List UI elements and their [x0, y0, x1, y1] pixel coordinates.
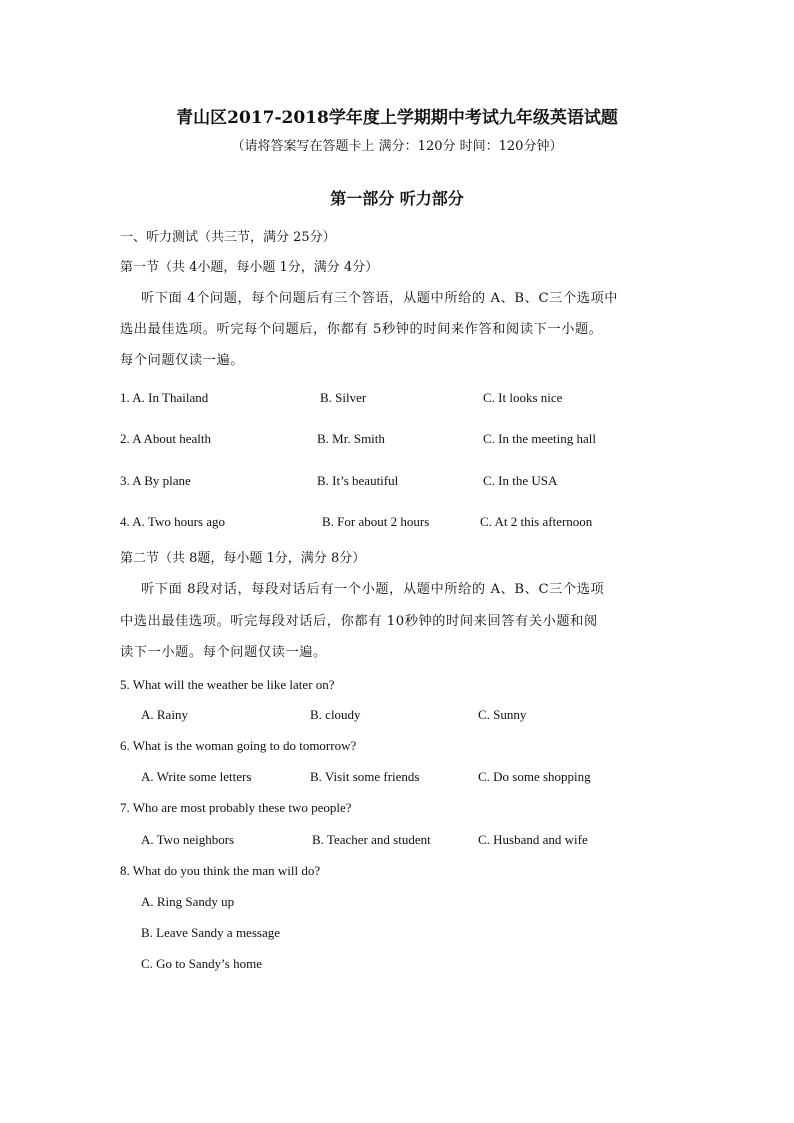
question-4-option-b: B. For about 2 hours [322, 514, 430, 529]
question-1-option-c: C. It looks nice [483, 390, 563, 405]
question-6-option-c: C. Do some shopping [478, 769, 591, 784]
question-5-option-a: A. Rainy [141, 707, 188, 722]
question-5-option-c: C. Sunny [478, 707, 527, 722]
section1-header: 第一节（共 4小题，每小题 1分，满分 4分） [120, 260, 379, 275]
question-8-stem: 8. What do you think the man will do? [120, 863, 321, 878]
section1-instruction-line: 选出最佳选项。听完每个问题后，你都有 5秒钟的时间来作答和阅读下一小题。 [120, 322, 603, 337]
question-7-option-a: A. Two neighbors [141, 832, 235, 847]
part1-heading: 第一部分 听力部分 [330, 189, 464, 208]
section2-header: 第二节（共 8题，每小题 1分，满分 8分） [120, 551, 366, 566]
question-3-option-b: B. It’s beautiful [317, 473, 399, 488]
question-7-option-b: B. Teacher and student [312, 832, 431, 847]
question-7-stem: 7. Who are most probably these two people? [120, 800, 352, 815]
question-5-option-b: B. cloudy [310, 707, 361, 722]
question-1-option-a: 1. A. In Thailand [120, 390, 209, 405]
question-8-option-c: C. Go to Sandy’s home [141, 956, 262, 971]
question-3-option-a: 3. A By plane [120, 473, 191, 488]
question-7-option-c: C. Husband and wife [478, 832, 588, 847]
question-2-option-b: B. Mr. Smith [317, 431, 385, 446]
question-5-stem: 5. What will the weather be like later on? [120, 677, 335, 692]
question-8-option-b: B. Leave Sandy a message [141, 925, 280, 940]
question-3-option-c: C. In the USA [483, 473, 558, 488]
section1-instruction-line: 听下面 4个问题，每个问题后有三个答语，从题中所给的 A、B、C三个选项中 [141, 291, 619, 306]
section2-instruction-line: 中选出最佳选项。听完每段对话后，你都有 10秒钟的时间来回答有关小题和阅 [120, 614, 598, 629]
question-4-option-a: 4. A. Two hours ago [120, 514, 226, 529]
question-4-option-c: C. At 2 this afternoon [480, 514, 593, 529]
question-6-stem: 6. What is the woman going to do tomorrow? [120, 738, 357, 753]
section1-instruction-line: 每个问题仅读一遍。 [120, 353, 245, 368]
question-2-option-a: 2. A About health [120, 431, 211, 446]
question-6-option-a: A. Write some letters [141, 769, 252, 784]
listening-header: 一、听力测试（共三节，满分 25分） [120, 230, 336, 245]
exam-title: 青山区2017-2018学年度上学期期中考试九年级英语试题 [176, 108, 618, 128]
question-6-option-b: B. Visit some friends [310, 769, 420, 784]
question-2-option-c: C. In the meeting hall [483, 431, 597, 446]
question-1-option-b: B. Silver [320, 390, 367, 405]
exam-subtitle: （请将答案写在答题卡上 满分：120分 时间：120分钟） [231, 139, 563, 154]
section2-instruction-line: 听下面 8段对话，每段对话后有一个小题，从题中所给的 A、B、C三个选项 [141, 582, 605, 597]
question-8-option-a: A. Ring Sandy up [141, 894, 235, 909]
section2-instruction-line: 读下一小题。每个问题仅读一遍。 [120, 645, 327, 660]
